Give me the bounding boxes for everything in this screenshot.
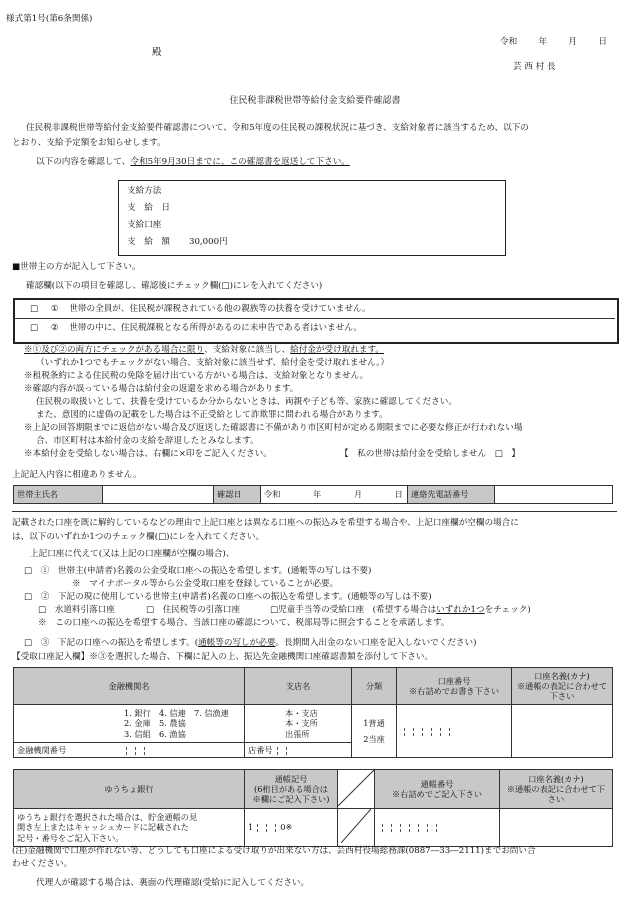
holder-header: 口座名義(カナ) ※通帳の表記に合わせて下さい — [512, 668, 613, 705]
option-2-child[interactable]: □児童手当等の受給口座 (希望する場合はいずれか1つをチェック) — [270, 605, 531, 615]
branch-code-field[interactable]: 店番号 — [245, 743, 352, 758]
check-divider — [15, 318, 615, 319]
change-para-3: 上記口座に代えて(又は上記の口座欄が空欄の場合)、 — [30, 549, 235, 559]
yucho-code-header: 通帳記号 (6桁目がある場合は ※欄にご記入下さい) — [245, 770, 338, 809]
note-7: ※上記の回答期限までに返信がない場合及び返送した確認書に不備があり市区町村が定める期限までに必要な修正が行われない場 — [24, 423, 523, 433]
confirm-date-label: 確認日 — [214, 486, 261, 504]
checkbox[interactable]: □ — [30, 304, 39, 314]
intro-line-1: 住民税非課税世帯等給付金支給要件確認書について、令和5年度の住民税の課税状況に基づき、支給対象者に該当するため、以下の — [26, 123, 529, 133]
note-6: また、意図的に虚偽の記載をした場合は不正受給として詐欺罪に問われる場合があります。 — [36, 410, 388, 420]
change-para-1: 記載された口座を既に解約しているなどの理由で上記口座とは異なる口座への振込みを希望する場合や、上記口座欄が空欄の場合に — [12, 518, 519, 528]
option-2-water[interactable]: □ 水道料引落口座 — [38, 605, 115, 615]
diagonal-line — [338, 770, 374, 806]
section-note: 確認欄(以下の項目を確認し、確認後にチェック欄(□)にレを入れてください) — [26, 281, 323, 291]
form-number: 様式第1号(第6条関係) — [6, 14, 93, 24]
footer-note-1: (注)金融機関で口座が作れない等、どうしても口座による受け取りが出来ない方は、芸西村役場総務課(0887―33―2111)までお問い合 — [12, 846, 536, 856]
option-2[interactable]: □ ② 下記の現に使用している世帯主(申請者)名義の口座への振込を希望します。(通帳等の写しは不要) — [24, 592, 432, 602]
yucho-table — [13, 769, 613, 847]
holder-field[interactable] — [512, 705, 613, 758]
option-2-note: ※ この口座への振込を希望する場合、当該口座の確認について、税部局等に照会することを承諾します。 — [38, 618, 450, 628]
yucho-holder-field[interactable] — [500, 809, 613, 846]
account-number-header: 口座番号 ※右詰めでお書き下さい — [397, 668, 512, 705]
phone-field[interactable] — [495, 486, 613, 504]
signature-table — [13, 485, 613, 504]
decline-checkbox[interactable]: 【 私の世帯は給付金を受給しません □ 】 — [340, 449, 520, 459]
check-item-1[interactable]: □ ① 世帯の全員が、住民税が課税されている他の親族等の扶養を受けていません。 — [30, 304, 371, 314]
date-line: 令和 年 月 日 — [500, 37, 607, 47]
note-eligibility: ※①及び②の両方にチェックがある場合に限り、支給対象に該当し、給付金が受け取れます。 — [24, 345, 385, 355]
householder-name-field[interactable] — [103, 486, 214, 504]
note-9: ※本給付金を受給しない場合は、右欄に×印をご記入ください。 — [24, 449, 272, 459]
option-3[interactable]: □ ③ 下記の口座への振込を希望します。(通帳等の写しが必要。長期間入出金のない口座を記入しないでください) — [24, 638, 477, 648]
note-4: ※確認内容が誤っている場合は給付金の返還を求める場合があります。 — [24, 384, 299, 394]
yucho-number-field[interactable] — [375, 809, 500, 846]
footer-note-3: 代理人が確認する場合は、裏面の代理確認(受給)に記入してください。 — [36, 878, 310, 888]
note-2: （いずれか1つでもチェックがない場合、支給対象に該当せず、給付金を受け取れません。） — [36, 358, 390, 368]
option-2-tax[interactable]: □ 住民税等の引落口座 — [146, 605, 241, 615]
phone-label: 連絡先電話番号 — [408, 486, 495, 504]
bank-code-field[interactable]: 金融機関番号 — [14, 743, 245, 758]
confirm-line: 上記記入内容に相違ありません。 — [12, 470, 142, 480]
addressee-suffix: 殿 — [152, 47, 162, 58]
change-para-2: は、以下のいずれか1つのチェック欄(□)にレを入れてください。 — [12, 532, 265, 542]
payment-info-box — [118, 180, 506, 256]
bank-name-header: 金融機関名 — [14, 668, 245, 705]
yucho-number-header: 通帳番号 ※右詰めでご記入下さい — [375, 770, 500, 809]
bank-table — [13, 667, 613, 758]
option-1-note: ※ マイナポータル等から公金受取口座を登録していることが必要。 — [72, 579, 339, 589]
divider — [12, 511, 617, 512]
intro-line-2: とおり、支給予定額をお知らせします。 — [12, 138, 166, 148]
note-5: 住民税の取扱いとして、扶養を受けているか分からないときは、両親や子ども等、家族に確認してください。 — [36, 397, 457, 407]
account-number-field[interactable] — [397, 705, 512, 758]
type-header: 分類 — [352, 668, 397, 705]
issuer: 芸 西 村 長 — [513, 62, 556, 72]
footer-note-2: わせください。 — [12, 859, 73, 869]
note-3: ※租税条約による住民税の免除を届け出ている方がいる場合は、支給対象となりません。 — [24, 371, 369, 381]
diagonal-line — [341, 809, 371, 843]
yucho-holder-header: 口座名義(カナ) ※通帳の表記に合わせて下さい — [500, 770, 613, 809]
account-kind[interactable]: 1普通 2当座 — [352, 705, 397, 758]
check-item-2[interactable]: □ ② 世帯の中に、住民税課税となる所得があるのに未申告である者はいません。 — [30, 323, 363, 333]
householder-name-label: 世帯主氏名 — [14, 486, 103, 504]
option-1[interactable]: □ ① 世帯主(申請者)名義の公金受取口座への振込を希望します。(通帳等の写しは不要) — [24, 566, 372, 576]
confirm-date-field[interactable]: 令和 年 月 日 — [261, 486, 408, 504]
diagonal-cell — [338, 770, 375, 809]
page-title: 住民税非課税世帯等給付金支給要件確認書 — [229, 96, 401, 106]
bank-type-list: 1. 銀行 4. 信連 7. 信漁連 2. 金庫 5. 農協 3. 信組 6. 漁協 — [14, 705, 245, 743]
section-title: ■世帯主の方が記入して下さい。 — [12, 262, 141, 272]
payment-amount-label: 支 給 額 — [127, 237, 170, 247]
branch-header: 支店名 — [245, 668, 352, 705]
deadline-text: 令和5年9月30日までに、この確認書を返送して下さい。 — [130, 157, 350, 167]
yucho-code-field[interactable]: 1 0※ — [245, 809, 338, 846]
diagonal-cell-lower — [338, 809, 375, 846]
intro-line-3: 以下の内容を確認して、令和5年9月30日までに、この確認書を返送して下さい。 — [36, 157, 350, 167]
payment-method-label: 支給方法 — [127, 186, 162, 196]
bank-section-head: 【受取口座記入欄】※③を選択した場合、下欄に記入の上、振込先金融機関口座確認書類を添付して下さい。 — [12, 652, 434, 662]
branch-type-list: 本・支店 本・支所 出張所 — [245, 705, 352, 743]
payment-account-label: 支給口座 — [127, 220, 162, 230]
note-8: 合、市区町村は本給付金の支給を辞退したとみなします。 — [36, 436, 259, 446]
checkbox[interactable]: □ — [30, 323, 39, 333]
payment-amount-value: 30,000円 — [189, 237, 228, 247]
yucho-header: ゆうちょ銀行 — [14, 770, 245, 809]
yucho-instructions: ゆうちょ銀行を選択された場合は、貯金通帳の見 開き左上またはキャッシュカードに記載された 記号・番号をご記入下さい。 — [14, 809, 245, 846]
payment-date-label: 支 給 日 — [127, 203, 170, 213]
